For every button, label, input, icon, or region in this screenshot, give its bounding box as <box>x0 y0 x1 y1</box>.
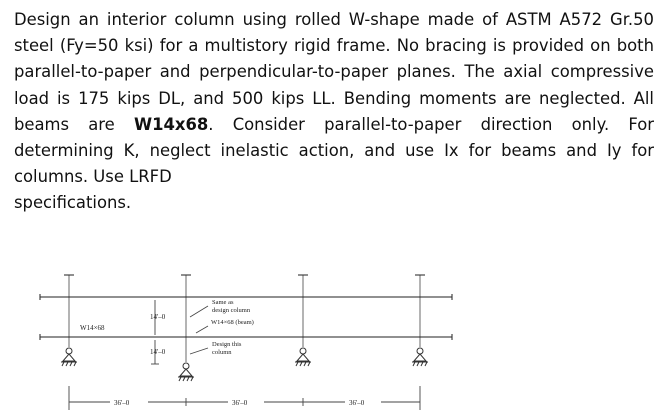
ground-hatch <box>179 377 193 381</box>
problem-text-part3: specifications. <box>14 193 132 213</box>
pin-support-icon <box>300 348 306 354</box>
note-design-column: design column <box>212 307 251 314</box>
problem-statement <box>14 7 654 217</box>
pin-support-icon <box>180 369 192 376</box>
story-height-upper: 14'–0 <box>150 313 166 321</box>
supports <box>61 348 428 381</box>
leader-beam <box>196 326 208 333</box>
note-column: column <box>212 349 232 356</box>
ground-hatch <box>413 362 427 366</box>
span-label-1: 36'–0 <box>114 399 130 407</box>
problem-text-part1: Design an interior column using rolled W-shape made of ASTM A572 Gr.50 steel (Fy=50 ksi) for a multistory rigid frame. No bracing is provided on both parallel-to-paper and perpendicular-to-paper planes. The axial compressive load is 175 kips DL, and 500 kips LL. Bending moments are neglected. All beams are <box>14 10 654 134</box>
span-label-3: 36'–0 <box>349 399 365 407</box>
frame-diagram <box>0 262 671 417</box>
note-same-as: Same as <box>212 299 234 306</box>
story-height-lower: 14'–0 <box>150 348 166 356</box>
note-beam: W14×68 (beam) <box>211 319 254 326</box>
leader-design <box>190 348 208 354</box>
beam-size-label: W14×68 <box>80 324 105 332</box>
pin-support-icon <box>66 348 72 354</box>
problem-paragraph <box>14 7 654 190</box>
pin-support-icon <box>297 354 309 361</box>
pin-support-icon <box>414 354 426 361</box>
problem-text-part2: . Consider parallel-to-paper direction only. For determining K, neglect inelastic action, and use Ix for beams and Iy for columns. Use LRFD <box>14 114 654 187</box>
pin-support-icon <box>417 348 423 354</box>
leader-same-as <box>190 306 208 317</box>
note-design-this: Design this <box>212 341 242 348</box>
beam-size-bold: W14x68 <box>134 114 209 134</box>
ground-hatch <box>62 362 76 366</box>
ground-hatch <box>296 362 310 366</box>
pin-support-icon <box>183 363 189 369</box>
leader-lines <box>190 306 208 354</box>
pin-support-icon <box>63 354 75 361</box>
span-label-2: 36'–0 <box>232 399 248 407</box>
